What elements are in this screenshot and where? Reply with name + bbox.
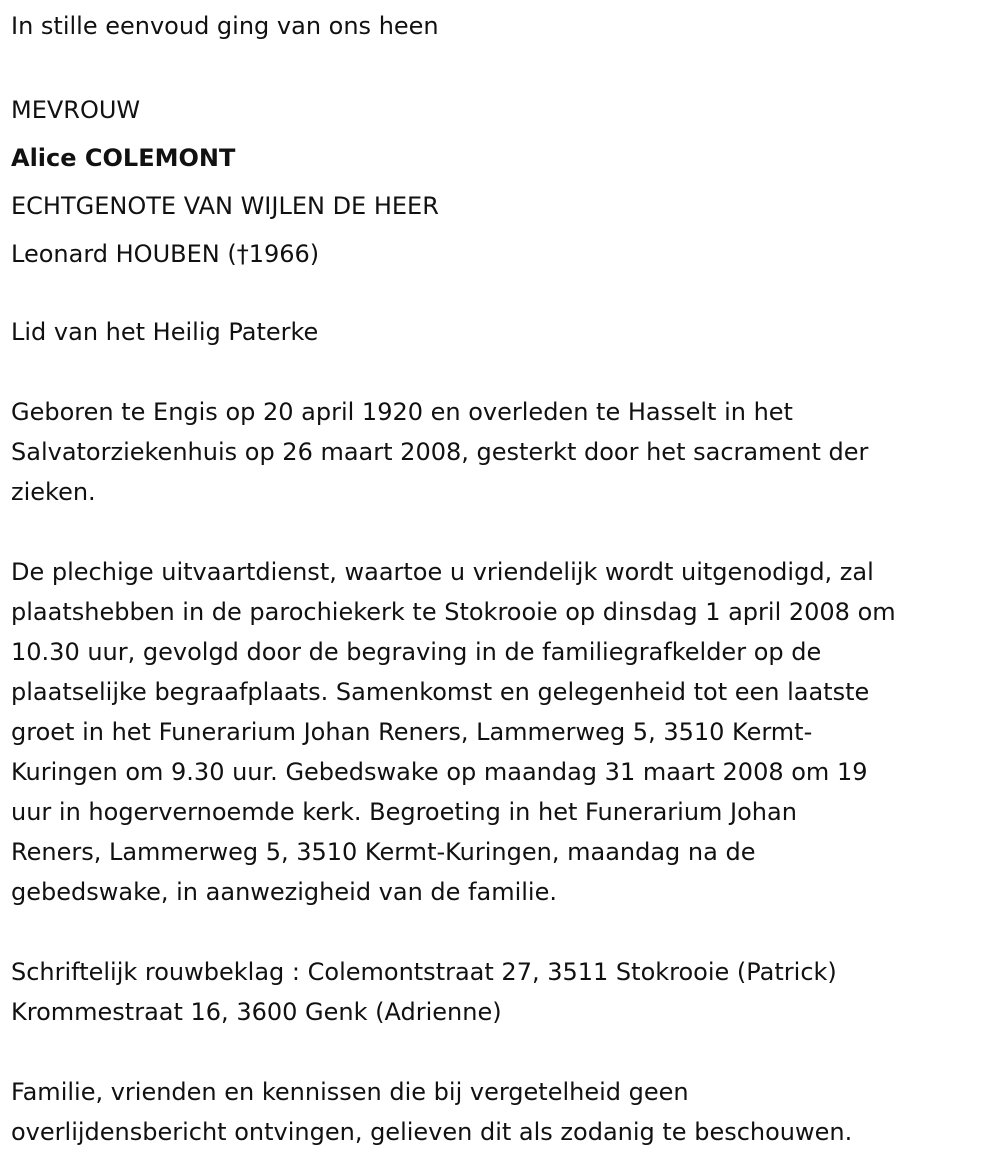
obituary-text: [11, 6, 996, 1152]
spacer: [11, 912, 996, 952]
paragraph-line: Krommestraat 16, 3600 Genk (Adrienne): [11, 998, 502, 1026]
paragraph-line: De plechige uitvaartdienst, waartoe u vriendelijk wordt uitgenodigd, zal: [11, 558, 874, 586]
spouse-name: Leonard HOUBEN (†1966): [11, 240, 320, 268]
paragraph-line: zieken.: [11, 478, 96, 506]
person-title: MEVROUW: [11, 96, 141, 124]
paragraph-line: plaatselijke begraafplaats. Samenkomst en gelegenheid tot een laatste: [11, 678, 870, 706]
paragraph-line: Schriftelijk rouwbeklag : Colemontstraat 27, 3511 Stokrooie (Patrick): [11, 958, 837, 986]
paragraph-line: 10.30 uur, gevolgd door de begraving in de familiegrafkelder op de: [11, 638, 822, 666]
paragraph-line: plaatshebben in de parochiekerk te Stokrooie op dinsdag 1 april 2008 om: [11, 598, 896, 626]
person-block: [11, 86, 996, 278]
spacer: [11, 512, 996, 552]
paragraph-line: Kuringen om 9.30 uur. Gebedswake op maandag 31 maart 2008 om 19: [11, 758, 868, 786]
paragraph-line: groet in het Funerarium Johan Reners, Lammerweg 5, 3510 Kermt-: [11, 718, 813, 746]
service-paragraph: [11, 552, 996, 912]
paragraph-line: Geboren te Engis op 20 april 1920 en overleden te Hasselt in het: [11, 398, 793, 426]
spacer: [11, 46, 996, 86]
spacer: [11, 1032, 996, 1072]
closing-paragraph: [11, 1072, 996, 1152]
paragraph-line: Familie, vrienden en kennissen die bij vergetelheid geen: [11, 1078, 689, 1106]
paragraph-line: Reners, Lammerweg 5, 3510 Kermt-Kuringen, maandag na de: [11, 838, 756, 866]
paragraph-line: overlijdensbericht ontvingen, gelieven dit als zodanig te beschouwen.: [11, 1118, 853, 1146]
condolences-paragraph: [11, 952, 996, 1032]
intro-line: In stille eenvoud ging van ons heen: [11, 12, 439, 40]
person-relation: ECHTGENOTE VAN WIJLEN DE HEER: [11, 192, 439, 220]
spacer: [11, 278, 996, 312]
paragraph-line: uur in hogervernoemde kerk. Begroeting in het Funerarium Johan: [11, 798, 797, 826]
spacer: [11, 352, 996, 392]
birth-death-paragraph: [11, 392, 996, 512]
membership-line: Lid van het Heilig Paterke: [11, 318, 319, 346]
person-name: Alice COLEMONT: [11, 144, 236, 172]
paragraph-line: gebedswake, in aanwezigheid van de familie.: [11, 878, 557, 906]
paragraph-line: Salvatorziekenhuis op 26 maart 2008, gesterkt door het sacrament der: [11, 438, 869, 466]
